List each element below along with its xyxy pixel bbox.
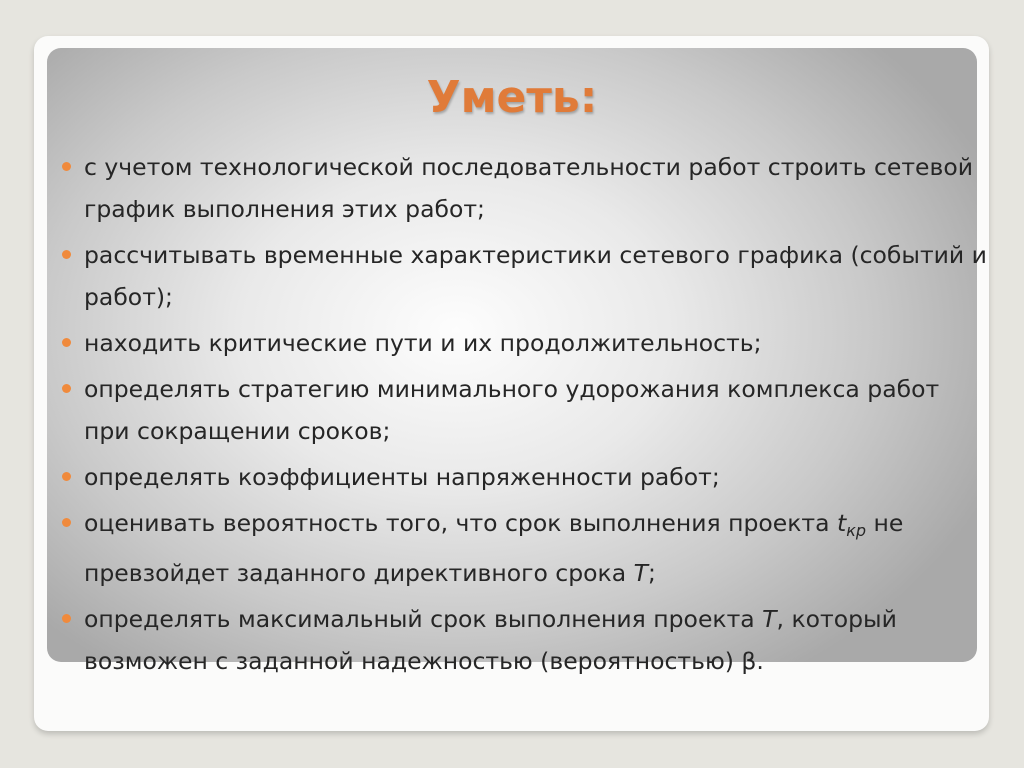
bullet-dot-icon [62,384,71,393]
bullet-dot-icon [62,338,71,347]
bullet-text-part: ; [647,559,656,587]
bullet-item-1 [60,146,990,230]
bullet-text: рассчитывать временные характеристики сетевого графика (событий и работ); [84,241,987,311]
formula-subscript: кр [846,521,867,540]
bullet-item-5 [60,456,990,498]
bullet-item-4 [60,368,990,452]
bullet-dot-icon [62,614,71,623]
slide-title: Уметь: [426,72,598,123]
bullet-text [84,605,897,675]
bullet-text [84,509,903,587]
formula-variable-t: t [836,509,847,537]
bullet-text-part: , который возможен с заданной надежностью (вероятностью) β. [84,605,897,675]
bullet-text: определять стратегию минимального удорожания комплекса работ при сокращении сроков; [84,375,940,445]
bullet-dot-icon [62,472,71,481]
formula-variable-T: T [762,605,777,633]
bullet-item-6 [60,502,990,594]
bullet-text-part: оценивать вероятность того, что срок выполнения проекта [84,509,837,537]
formula-variable-T: T [633,559,648,587]
bullet-text: определять коэффициенты напряженности работ; [84,463,720,491]
bullet-text-part: не превзойдет заданного директивного срока [84,509,904,587]
bullet-item-3 [60,322,990,364]
bullet-item-7 [60,598,990,682]
bullet-dot-icon [62,518,71,527]
bullet-list [60,146,990,686]
bullet-text-part: определять максимальный срок выполнения проекта [84,605,763,633]
bullet-dot-icon [62,162,71,171]
bullet-text: находить критические пути и их продолжительность; [84,329,762,357]
bullet-dot-icon [62,250,71,259]
bullet-item-2 [60,234,990,318]
bullet-text: с учетом технологической последовательности работ строить сетевой график выполнения этих работ; [84,153,973,223]
